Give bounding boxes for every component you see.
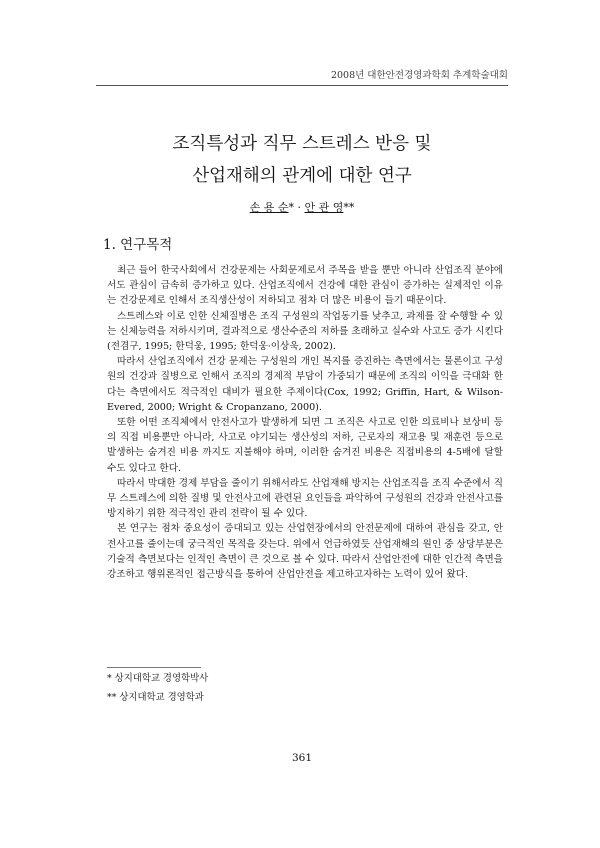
title-line-1: 조직특성과 직무 스트레스 반응 및 (172, 134, 432, 154)
running-header (96, 67, 508, 86)
author-1-mark: * (288, 201, 294, 214)
author-line (96, 199, 508, 215)
section-heading: 1. 연구목적 (103, 237, 173, 253)
title-line-2: 산업재해의 관계에 대한 연구 (192, 166, 412, 186)
conference-name: 2008년 대한안전경영과학회 추계학술대회 (330, 70, 508, 81)
footnotes (107, 669, 208, 707)
paragraph-4: 또한 어떤 조직체에서 안전사고가 발생하게 되면 그 조직은 사고로 인한 의료비나 보상비 등의 직접 비용뿐만 아니라, 사고로 야기되는 생산성의 저하, 근로자의 재고용 및 재훈련 등으로 발생하는 숨겨진 비용 까지도 지불해야 하며, 이러한 숨겨진 비용은 직접비용의 4-5배에 달할 수도 있다고 한다. (107, 417, 503, 474)
author-1: 손 용 순 (249, 201, 289, 214)
author-2-mark: ** (343, 201, 355, 214)
paragraph-6: 본 연구는 점차 중요성이 증대되고 있는 산업현장에서의 안전문제에 대하여 관심을 갖고, 안전사고를 줄이는데 궁극적인 목적을 갖는다. 위에서 언급하였듯 산업재해의 원인 중 상당부분은 기술적 측면보다는 인적인 측면이 큰 것으로 볼 수 있다. 따라서 산업안전에 대한 인간적 측면을 강조하고 행위론적인 접근방식을 통하여 산업안전을 제고하고자하는 노력이 있어 왔다. (107, 523, 503, 581)
paragraph-3: 따라서 산업조직에서 건강 문제는 구성원의 개인 복지를 증진하는 측면에서는 물론이고 구성원의 건강과 질병으로 인해서 조직의 경제적 부담이 가중되기 때문에 조직의 이익을 극대화 한다는 측면에서도 적극적인 대비가 필요한 주제이다(Cox, 1992; Griffin, Hart, & Wilson-Evered, 2000; Wright & Cropanzano, 2000). (107, 356, 503, 413)
paragraph-5: 따라서 막대한 경제 부담을 줄이기 위해서라도 산업재해 방지는 산업조직을 조직 수준에서 직무 스트레스에 의한 질병 및 안전사고에 관련된 요인들을 파악하여 구성원의 건강과 안전사고를 방지하기 위한 적극적인 관리 전략이 될 수 있다. (107, 477, 503, 520)
paper-title (96, 128, 508, 192)
body-text (107, 263, 503, 582)
author-separator: · (294, 201, 305, 214)
page-number: 361 (291, 752, 313, 764)
author-2: 안 관 영 (304, 201, 344, 214)
footnote-2: ** 상지대학교 경영학과 (107, 692, 204, 703)
footnote-1: * 상지대학교 경영학박사 (107, 673, 209, 684)
footnote-divider (107, 667, 201, 668)
paragraph-1: 최근 들어 한국사회에서 건강문제는 사회문제로서 주목을 받을 뿐만 아니라 산업조직 분야에서도 관심이 급속히 증가하고 있다. 산업조직에서 건강에 대한 관심이 증가하는 실제적인 이유는 건강문제로 인해서 조직생산성이 저하되고 점차 더 많은 비용이 들기 때문이다. (107, 265, 503, 307)
paragraph-2: 스트레스와 이로 인한 신체질병은 조직 구성원의 작업동기를 낮추고, 과제를 잘 수행할 수 있는 신체능력을 저하시키며, 결과적으로 생산수준의 저하를 초래하고 실수와 사고도 증가 시킨다(전겸구, 1995; 한덕웅, 1995; 한덕웅·이상욱, 2002). (107, 310, 503, 353)
